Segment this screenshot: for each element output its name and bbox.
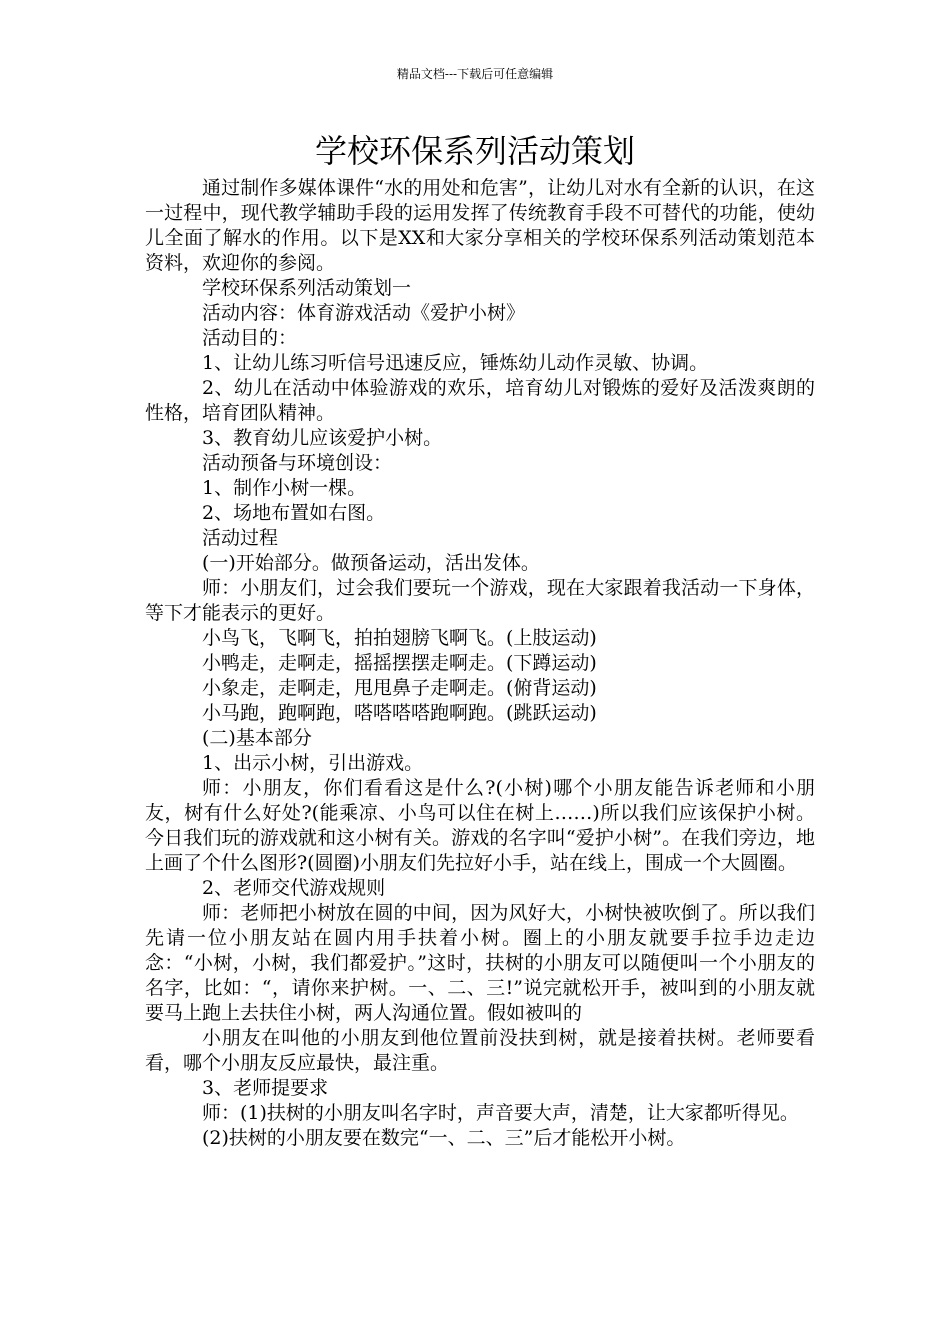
activity-goals-heading: 活动目的： xyxy=(202,327,298,349)
rhyme-line-3: 小象走，走啊走，甩甩鼻子走啊走。(俯背运动) xyxy=(202,677,597,699)
activity-content: 活动内容：体育游戏活动《爱护小树》 xyxy=(202,302,526,324)
step-2-heading: 2、老师交代游戏规则 xyxy=(202,877,386,899)
goal-item-1: 1、让幼儿练习听信号迅速反应，锤炼幼儿动作灵敏、协调。 xyxy=(202,352,709,374)
preparation-item-1: 1、制作小树一棵。 xyxy=(202,477,367,499)
requirement-1: 师：(1)扶树的小朋友叫名字时，声音要大声，清楚，让大家都听得见。 xyxy=(202,1102,799,1124)
step-3-heading: 3、老师提要求 xyxy=(202,1077,329,1099)
preparation-item-2: 2、场地布置如右图。 xyxy=(202,502,386,524)
section-heading: 学校环保系列活动策划一 xyxy=(202,277,412,299)
process-part-2-heading: (二)基本部分 xyxy=(202,727,312,749)
document-title: 学校环保系列活动策划 xyxy=(314,132,635,170)
teacher-instruction-2: 师：小朋友，你们看看这是什么?(小树)哪个小朋友能告诉老师和小朋友，树有什么好处?(能乘凉、小鸟可以住在树上……)所以我们应该保护小树。今日我们玩的游戏就和这小树有关。游戏的名字叫“爱护小树”。在我们旁边，地上画了个什么图形?(圆圈)小朋友们先拉好小手，站在线上，围成一个大圆圈。 xyxy=(145,777,815,874)
game-rules: 师：老师把小树放在圆的中间，因为风好大，小树快被吹倒了。所以我们先请一位小朋友站在圆内用手扶着小树。圈上的小朋友就要手拉手边走边念：“小树，小树，我们都爱护。”这时，扶树的小朋友可以随便叫一个小朋友的名字，比如：“，请你来护树。一、二、三!”说完就松开手，被叫到的小朋友就要马上跑上去扶住小树，两人沟通位置。假如被叫的 xyxy=(145,902,815,1024)
header-note: 精品文档---下载后可任意编辑 xyxy=(396,67,554,81)
goal-item-3: 3、教育幼儿应该爱护小树。 xyxy=(202,427,443,449)
game-rules-continued: 小朋友在叫他的小朋友到他位置前没扶到树，就是接着扶树。老师要看看，哪个小朋友反应最快，最注重。 xyxy=(145,1027,815,1074)
rhyme-line-1: 小鸟飞，飞啊飞，拍拍翅膀飞啊飞。(上肢运动) xyxy=(202,627,597,649)
preparation-heading: 活动预备与环境创设： xyxy=(202,452,393,474)
process-heading: 活动过程 xyxy=(202,527,279,549)
rhyme-line-2: 小鸭走，走啊走，摇摇摆摆走啊走。(下蹲运动) xyxy=(202,652,597,674)
process-part-1-heading: (一)开始部分。做预备运动，活出发体。 xyxy=(202,552,540,574)
goal-item-2: 2、幼儿在活动中体验游戏的欢乐，培育幼儿对锻炼的爱好及活泼爽朗的性格，培育团队精神。 xyxy=(145,377,815,424)
rhyme-line-4: 小马跑，跑啊跑，嗒嗒嗒嗒跑啊跑。(跳跃运动) xyxy=(202,702,597,724)
document-body xyxy=(145,176,815,1151)
intro-paragraph: 通过制作多媒体课件“水的用处和危害”，让幼儿对水有全新的认识，在这一过程中，现代教学辅助手段的运用发挥了传统教育手段不可替代的功能，使幼儿全面了解水的作用。以下是XX和大家分享相关的学校环保系列活动策划范本资料，欢迎你的参阅。 xyxy=(145,177,815,274)
step-1-heading: 1、出示小树，引出游戏。 xyxy=(202,752,424,774)
requirement-2: (2)扶树的小朋友要在数完“一、二、三”后才能松开小树。 xyxy=(202,1127,686,1149)
teacher-instruction-1: 师：小朋友们，过会我们要玩一个游戏，现在大家跟着我活动一下身体，等下才能表示的更好。 xyxy=(145,577,815,624)
